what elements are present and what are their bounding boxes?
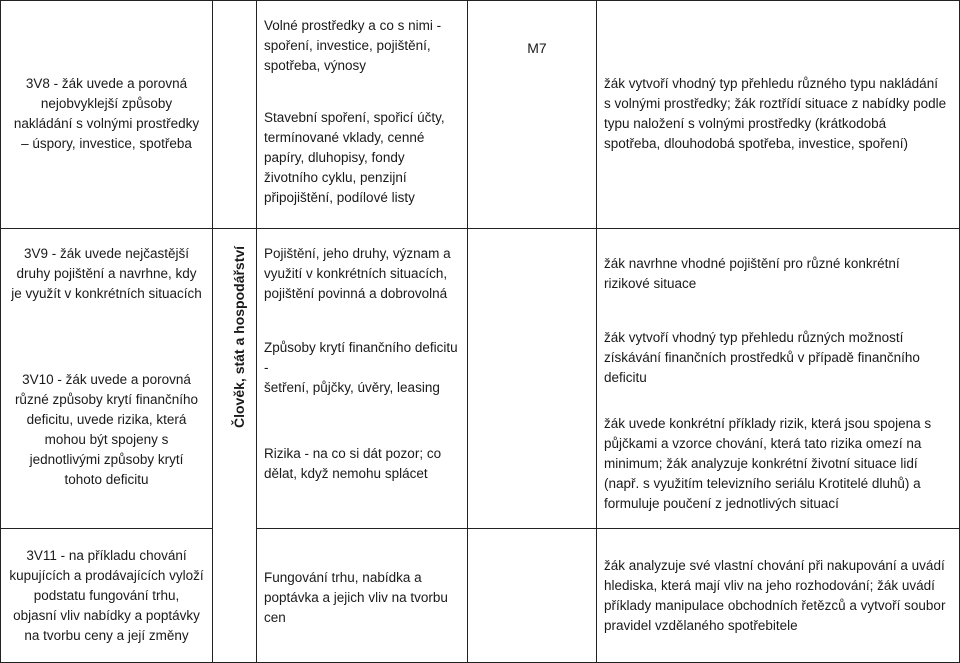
outcome-3v10: 3V10 - žák uvede a porovná různé způsoby krytí finančního deficitu, uvede rizika, která mohou být spojeny s jednotlivými způsoby krytí tohoto deficitu [14,372,199,487]
activity-3v8: žák vytvoří vhodný typ přehledu různého typu nakládání s volnými prostředky; žák roztřídí situace z nabídky podle typu naložení s volnými prostředky (krátkodobá spotřeba, dlouhodobá spotřeba, investice, spoření) [604,76,947,151]
column-border [467,0,468,663]
column-border [212,0,213,663]
column-border [256,0,257,663]
topic-volne-prostredky: Volné prostředky a co s nimi - spoření, investice, pojištění, spotřeba, výnosy [264,18,442,73]
topic-pojisteni: Pojištění, jeho druhy, význam a využití v konkrétních situacích, pojištění povinná a dobrovolná [264,246,451,301]
activity-3v10-prehled: žák vytvoří vhodný typ přehledu různých možností získávání finančních prostředků v případě finančního deficitu [604,330,920,385]
outcome-3v8: 3V8 - žák uvede a porovná nejobvyklejší způsoby nakládání s volnými prostředky – úspory, investice, spotřeba [13,76,200,151]
topic-fungovani-trhu: Fungování trhu, nabídka a poptávka a jejich vliv na tvorbu cen [264,570,448,625]
row-border [0,528,212,529]
outcome-3v11: 3V11 - na příkladu chování kupujících a prodávajících vyloží podstatu fungování trhu, objasní vliv nabídky a poptávky na tvorbu ceny a její změny [9,548,204,643]
topic-stavebni-sporeni: Stavební spoření, spořicí účty, termínované vklady, cenné papíry, dluhopisy, fondy životního cyklu, penzijní připojištění, podílové listy [264,110,445,205]
column-border [596,0,597,663]
outcome-3v9: 3V9 - žák uvede nejčastější druhy pojištění a navrhne, kdy je využít v konkrétních situacích [11,246,202,301]
row-border [256,528,960,529]
activity-3v10-rizika: žák uvede konkrétní příklady rizik, která jsou spojena s půjčkami a vzorce chování, která tato rizika omezí na minimum; žák analyzuje konkrétní životní situace lidí (např. s využitím televizního seriálu Krotitelé dluhů) a formuluje poučení z jednotlivých situací [604,416,932,511]
activity-3v9: žák navrhne vhodné pojištění pro různé konkrétní rizikové situace [604,256,900,291]
activity-3v11: žák analyzuje své vlastní chování při nakupování a uvádí hlediska, která mají vliv na jeho rozhodování; žák uvádí příklady manipulace obchodních řetězců a vytvoří soubor pravidel vzdělaného spotřebitele [604,558,946,633]
row-border [0,228,960,229]
module-label: M7 [527,40,547,56]
topic-rizika: Rizika - na co si dát pozor; co dělat, když nemohu splácet [264,446,442,481]
topic-krytí-deficitu: Způsoby krytí finančního deficitu - šetření, půjčky, úvěry, leasing [264,340,458,395]
row-border [0,0,960,1]
